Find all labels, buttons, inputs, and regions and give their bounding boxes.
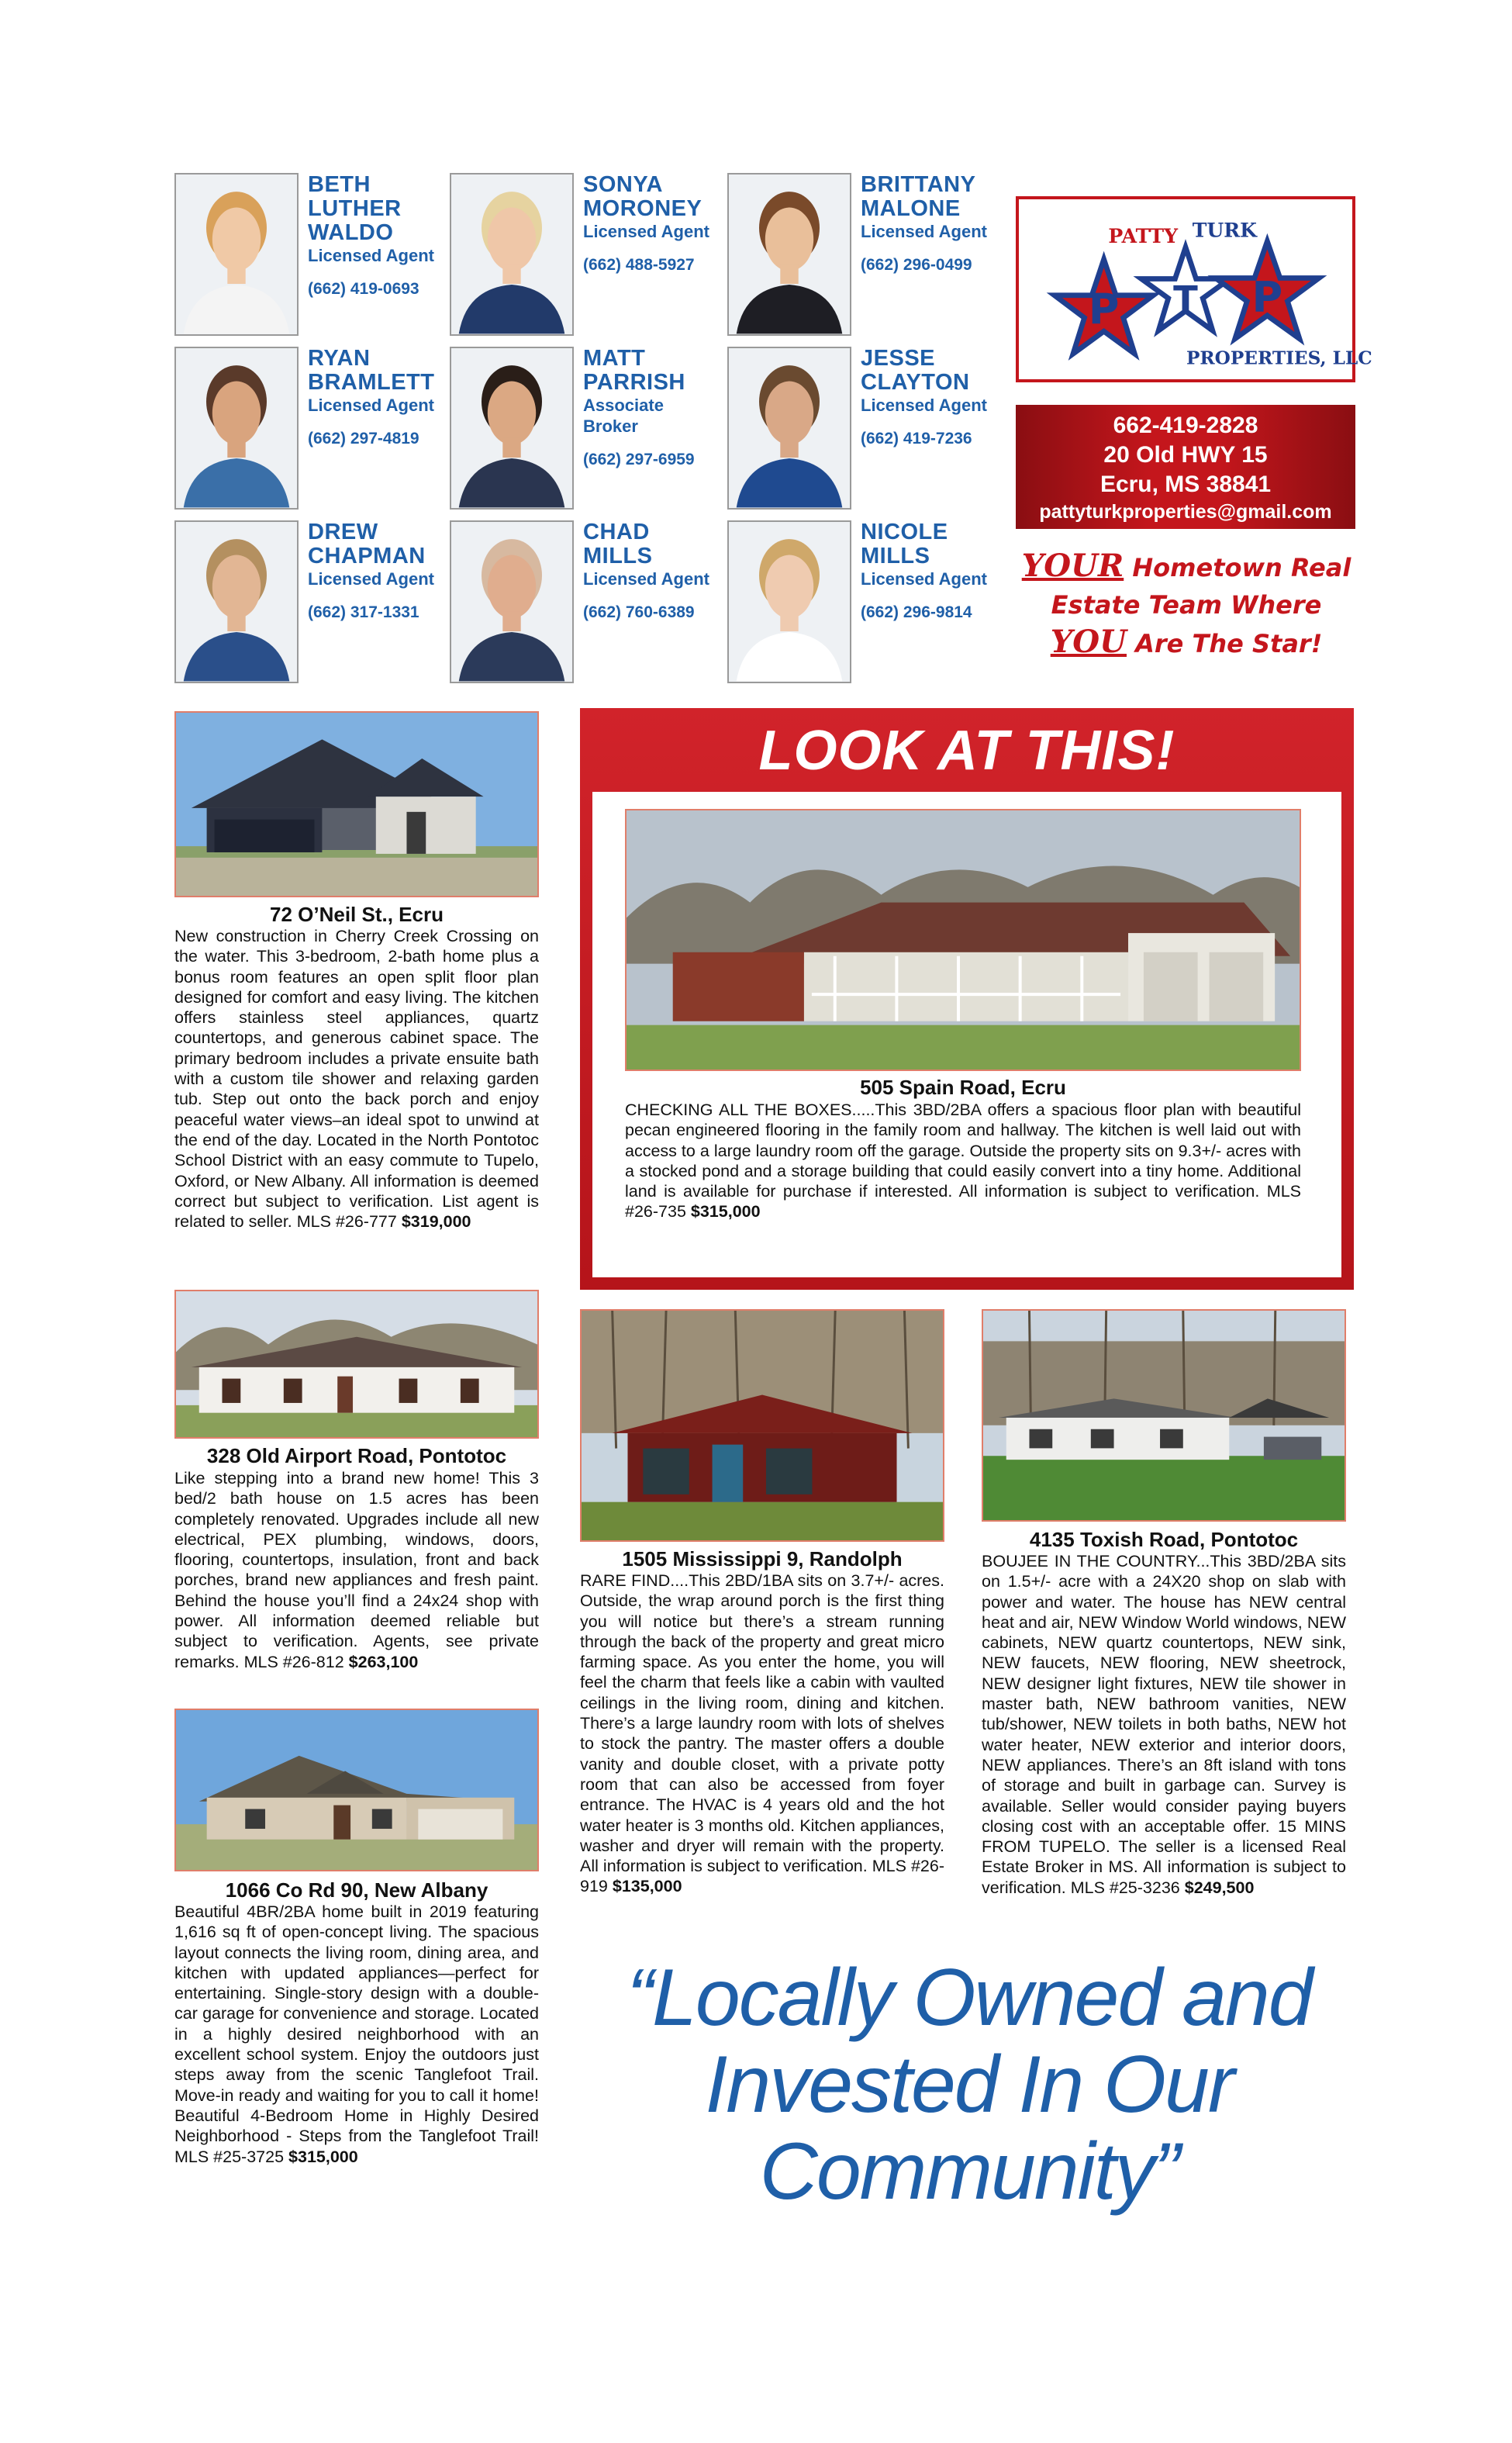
featured-title: 505 Spain Road, Ecru xyxy=(860,1076,1066,1099)
agent-info xyxy=(861,173,1000,275)
agent-title: Licensed Agent xyxy=(308,246,434,265)
tagline xyxy=(1008,548,1365,662)
patty-turk-logo xyxy=(1016,196,1372,382)
featured-listing-box xyxy=(580,708,1354,1290)
agent-info xyxy=(861,520,1000,622)
listing-photo-co-rd-90 xyxy=(174,1709,539,1871)
agent-photo xyxy=(174,347,299,510)
agent-card xyxy=(450,347,721,510)
listing-text-old-airport xyxy=(174,1468,539,1672)
listing-price: $263,100 xyxy=(348,1652,419,1671)
agent-phone[interactable]: (662) 296-9814 xyxy=(861,603,972,621)
agent-info xyxy=(583,173,723,275)
agent-card xyxy=(174,347,446,510)
agent-name: MATT PARRISH xyxy=(583,346,685,395)
agent-info xyxy=(308,173,447,299)
agent-photo xyxy=(727,347,851,510)
listing-price: $319,000 xyxy=(401,1212,471,1232)
agent-phone[interactable]: (662) 297-4819 xyxy=(308,430,419,447)
listing-text-toxish xyxy=(982,1551,1346,1898)
agent-name: CHAD MILLS xyxy=(583,520,653,568)
office-address-line1: 20 Old HWY 15 xyxy=(1103,442,1268,468)
logo-letter-3: P xyxy=(1251,273,1283,322)
listing-photo-mississippi-9 xyxy=(580,1309,944,1542)
featured-desc: CHECKING ALL THE BOXES.....This 3BD/2BA offers a spacious floor plan with beautiful pecan engineered flooring in the family room and hallway. The kitchen is well laid out with access to a large laundry room off the garage. Outside the property sits on 9.3+/- acres with a stocked pond and a storage building that could easily convert into a tiny home. Additional land is available for purchase if interested. All information is subject to verification. MLS #26-735 xyxy=(625,1101,1301,1222)
listing-desc: Beautiful 4BR/2BA home built in 2019 featuring 1,616 sq ft of open-concept living. The spacious layout connects the living room, dining area, and kitchen with updated appliances—perfect for entertaining. Single-story design with a double-car garage for convenience and storage. Located in a highly desired neighborhood with an excellent school system. Enjoy the outdoors just steps away from the scenic Tanglefoot Trail. Move-in ready and waiting for you to call it home! Beautiful 4-Bedroom Home in Highly Desired Neighborhood - Steps from the Tanglefoot Trail! MLS #25-3725 xyxy=(174,1902,539,2166)
featured-text xyxy=(625,1100,1301,1222)
office-email[interactable]: pattyturkproperties@gmail.com xyxy=(1039,501,1332,523)
agent-card xyxy=(727,520,999,683)
logo-word-properties: PROPERTIES, LLC xyxy=(1186,347,1372,369)
tagline-your: YOUR xyxy=(1021,548,1124,584)
listing-desc: Like stepping into a brand new home! This 3 bed/2 bath house on 1.5 acres has been completely renovated. Upgrades include all new electrical, PEX plumbing, windows, doors, flooring, countertops, insulation, front and back porches, brand new appliances and fresh paint. Behind the house you’ll find a 24x24 shop with power. All information deemed reliable but subject to verification. Agents, see private remarks. MLS #26-812 xyxy=(174,1469,539,1671)
agent-phone[interactable]: (662) 488-5927 xyxy=(583,256,695,274)
listing-desc: RARE FIND....This 2BD/1BA sits on 3.7+/- acres. Outside, the wrap around porch is the first thing you will notice but there’s a stream running through the back of the property and great micro farming space. As you enter the home, you will feel the charm that feels like a cabin with vaulted ceilings in the living room, dining and kitchen. There’s a large laundry room with lots of shelves to stock the pantry. The master offers a double vanity and double closet, with a private potty room that can also be accessed from foyer entrance. The HVAC is 4 years old and the hot water heater is 3 months old. Kitchen appliances, washer and dryer will remain with the property. All information is subject to verification. MLS #26-919 xyxy=(580,1571,944,1896)
agent-phone[interactable]: (662) 419-7236 xyxy=(861,430,972,447)
office-address-line2: Ecru, MS 38841 xyxy=(1099,472,1272,497)
agent-info xyxy=(583,520,723,622)
agent-title: Licensed Agent xyxy=(583,222,709,241)
agent-title: Associate Broker xyxy=(583,396,664,436)
listing-title-mississippi-9: 1505 Mississippi 9, Randolph xyxy=(622,1547,903,1570)
listing-desc: BOUJEE IN THE COUNTRY...This 3BD/2BA sits on 1.5+/- acre with a 24X20 shop on slab with power and water. The house has NEW central heat and air, NEW Window World windows, NEW cabinets, NEW quartz countertops, NEW sink, NEW faucets, NEW flooring, NEW sheetrock, NEW designer light fixtures, NEW tile shower in master bath, NEW bathroom vanities, NEW tub/shower, NEW toilets in both baths, NEW hot water heater, NEW exterior and interior doors, NEW appliances. There’s an 8ft island with tons of storage and built in garbage can. Survey is available. Seller would consider paying buyers closing cost with an acceptable offer. 15 MINS FROM TUPELO. The seller is a licensed Real Estate Broker in MS. All information is subject to verification. MLS #25-3236 xyxy=(982,1552,1346,1897)
listing-title-toxish: 4135 Toxish Road, Pontotoc xyxy=(1029,1528,1299,1551)
agent-info xyxy=(861,347,1000,448)
listing-photo-toxish xyxy=(982,1309,1346,1522)
tagline-you: YOU xyxy=(1050,624,1127,660)
agent-name: RYAN BRAMLETT xyxy=(308,346,435,395)
agent-photo xyxy=(727,173,851,336)
listing-price: $315,000 xyxy=(288,2147,358,2166)
agent-info xyxy=(583,347,723,469)
agent-title: Licensed Agent xyxy=(861,396,987,415)
agent-phone[interactable]: (662) 297-6959 xyxy=(583,451,695,468)
agent-photo xyxy=(174,520,299,683)
agent-name: JESSE CLAYTON xyxy=(861,346,970,395)
agent-photo xyxy=(174,173,299,336)
listing-price: $249,500 xyxy=(1184,1878,1255,1897)
agent-phone[interactable]: (662) 419-0693 xyxy=(308,280,419,298)
agent-card xyxy=(174,520,446,683)
logo-letter-1: P xyxy=(1088,285,1120,334)
agent-phone[interactable]: (662) 760-6389 xyxy=(583,603,695,621)
featured-photo xyxy=(625,809,1301,1071)
agent-photo xyxy=(450,520,574,683)
featured-price: $315,000 xyxy=(690,1202,761,1222)
agent-title: Licensed Agent xyxy=(583,569,709,589)
listing-photo-oneil xyxy=(174,711,539,897)
tagline-line3: Are The Star! xyxy=(1135,629,1323,658)
tagline-line2: Estate Team Where xyxy=(1051,590,1322,620)
tagline-line1: Hometown Real xyxy=(1132,553,1351,582)
listing-text-co-rd-90 xyxy=(174,1902,539,2167)
agent-card xyxy=(174,173,446,336)
agent-title: Licensed Agent xyxy=(308,569,434,589)
agent-card xyxy=(727,173,999,336)
agent-title: Licensed Agent xyxy=(861,222,987,241)
listing-title-old-airport: 328 Old Airport Road, Pontotoc xyxy=(206,1444,507,1467)
featured-heading: LOOK AT THIS! xyxy=(758,720,1175,782)
agent-name: NICOLE MILLS xyxy=(861,520,948,568)
logo-letter-2: T xyxy=(1173,278,1198,320)
agent-phone[interactable]: (662) 317-1331 xyxy=(308,603,419,621)
listing-text-mississippi-9 xyxy=(580,1570,944,1897)
agent-photo xyxy=(727,520,851,683)
agent-info xyxy=(308,347,447,448)
contact-box xyxy=(1016,405,1355,529)
community-quote: “Locally Owned and Invested In Our Community” xyxy=(627,1953,1312,2217)
agent-phone[interactable]: (662) 296-0499 xyxy=(861,256,972,274)
agent-name: BRITTANY MALONE xyxy=(861,172,975,221)
logo-word-turk: TURK xyxy=(1192,218,1258,242)
listing-text-oneil xyxy=(174,926,539,1232)
listing-desc: New construction in Cherry Creek Crossing on the water. This 3-bedroom, 2-bath home plus a bonus room features an open split floor plan designed for comfort and easy living. The kitchen offers stainless steel appliances, quartz countertops, and generous cabinet space. The primary bedroom includes a private ensuite bath with a custom tile shower and relaxing garden tub. Step out onto the back porch and enjoy peaceful water views–an ideal spot to unwind at the end of the day. Located in the North Pontotoc School District with an easy commute to Tupelo, Oxford, or New Albany. All information is deemed correct but subject to verification. List agent is related to seller. MLS #26-777 xyxy=(174,927,539,1232)
agent-photo xyxy=(450,347,574,510)
agent-photo xyxy=(450,173,574,336)
agent-name: SONYA MORONEY xyxy=(583,172,702,221)
agent-info xyxy=(308,520,447,622)
logo-word-patty: PATTY xyxy=(1108,224,1179,248)
office-phone: 662-419-2828 xyxy=(1113,413,1258,438)
listing-price: $135,000 xyxy=(612,1877,682,1896)
agent-name: BETH LUTHER WALDO xyxy=(308,172,402,245)
listing-title-oneil: 72 O’Neil St., Ecru xyxy=(270,903,444,926)
listing-photo-old-airport xyxy=(174,1290,539,1439)
agent-card xyxy=(450,520,721,683)
agent-name: DREW CHAPMAN xyxy=(308,520,426,568)
agent-card xyxy=(727,347,999,510)
listing-title-co-rd-90: 1066 Co Rd 90, New Albany xyxy=(225,1878,488,1902)
featured-content xyxy=(592,792,1341,1277)
agent-title: Licensed Agent xyxy=(861,569,987,589)
agent-card xyxy=(450,173,721,336)
agent-title: Licensed Agent xyxy=(308,396,434,415)
